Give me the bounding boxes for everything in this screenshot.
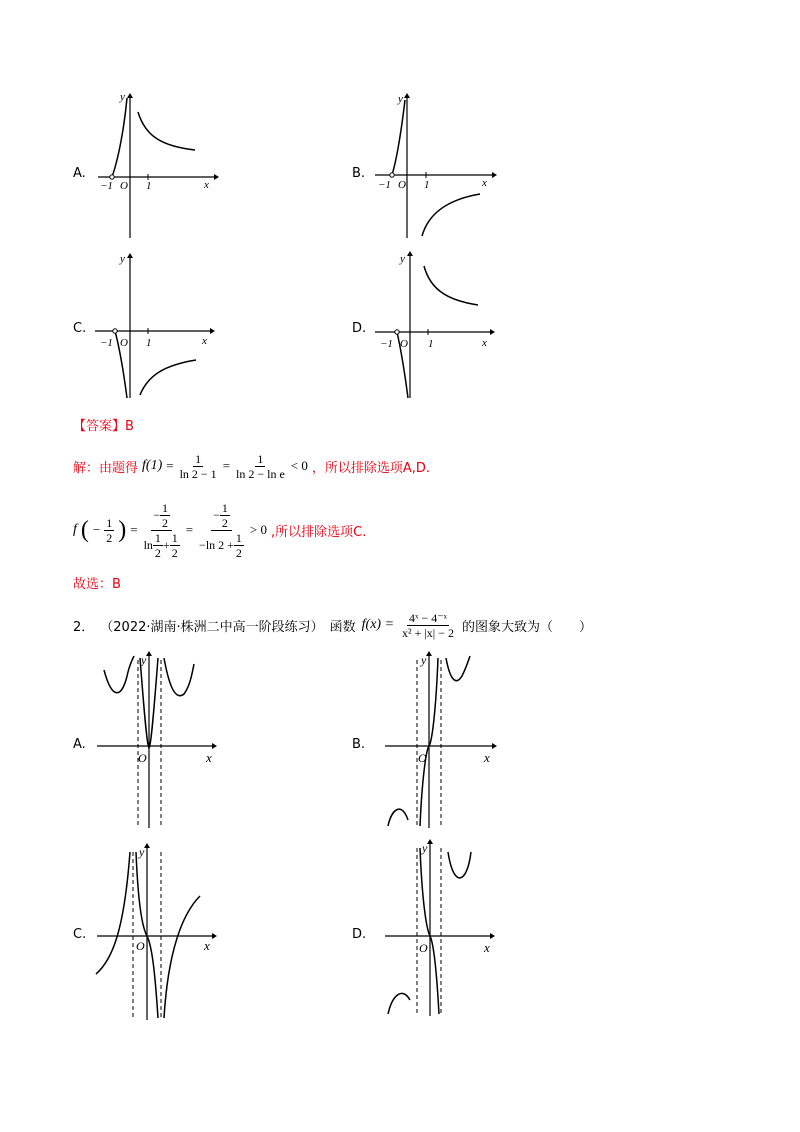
svg-text:O: O — [398, 179, 406, 191]
q2-option-b-label[interactable]: B. — [352, 737, 366, 752]
q1-graph-c — [90, 250, 220, 400]
svg-text:O: O — [419, 941, 428, 955]
q1-graph-a — [90, 90, 220, 240]
q1-option-a-label[interactable]: A. — [73, 166, 86, 181]
svg-text:x: x — [204, 179, 209, 191]
svg-text:x: x — [484, 940, 490, 955]
svg-text:x: x — [204, 938, 210, 953]
solution-line-1: 解：由题得 f(1) = $\frac{1}{\ln 2 - 1}$ = $\frac{1}{\text{ln 2 − ln e}}$ < 0 ，所以排除选项A,D. — [73, 451, 431, 481]
svg-text:O: O — [400, 338, 408, 350]
q2-option-c-label[interactable]: C. — [73, 927, 87, 942]
svg-text:1: 1 — [424, 179, 430, 191]
q2-graph-c — [92, 842, 222, 1022]
q2-option-d-label[interactable]: D. — [352, 927, 367, 942]
svg-text:1: 1 — [428, 338, 434, 350]
svg-text:−1: −1 — [378, 179, 391, 191]
answer-label: 【答案】B — [73, 419, 134, 434]
svg-text:y: y — [398, 93, 403, 105]
q1-option-d-label[interactable]: D. — [352, 321, 367, 336]
svg-text:y: y — [120, 253, 125, 265]
svg-text:y: y — [400, 253, 405, 265]
q2-option-a-label[interactable]: A. — [73, 737, 86, 752]
svg-text:1: 1 — [146, 337, 152, 349]
svg-text:x: x — [482, 177, 487, 189]
svg-text:O: O — [120, 337, 128, 349]
svg-text:y: y — [421, 653, 427, 667]
conclusion: 故选：B — [73, 577, 121, 592]
svg-text:O: O — [418, 751, 427, 765]
q1-option-c-label[interactable]: C. — [73, 321, 87, 336]
q1-a-y-label: y — [120, 91, 125, 103]
svg-text:y: y — [139, 845, 145, 859]
svg-text:−1: −1 — [100, 180, 113, 192]
svg-text:y: y — [141, 653, 147, 667]
q1-graph-b — [370, 90, 500, 240]
svg-text:−1: −1 — [100, 337, 113, 349]
svg-text:−1: −1 — [380, 338, 393, 350]
q2-graph-a — [92, 650, 222, 830]
svg-text:x: x — [202, 335, 207, 347]
svg-text:1: 1 — [146, 180, 152, 192]
question-2: 2． （2022·湖南·株洲二中高一阶段练习） 函数 f(x) = $\frac{\text{4ˣ − 4⁻ˣ}}{\text{x² + |x| − 2}}$ 的图象大致为（ ） — [73, 610, 592, 640]
svg-text:O: O — [120, 180, 128, 192]
svg-text:O: O — [136, 939, 145, 953]
q1-graph-d — [370, 250, 500, 400]
solution-line-2: f ( − $\frac{1}{2}$ ) = − $\frac{1}{2}$ ln $\frac{1}{2}$ + $\frac{1}{2}$ = − $\frac{1}{2}$ −ln 2 + $\frac{1}{2}$ > 0 ,所以排除选项C. — [73, 500, 367, 560]
q1-option-b-label[interactable]: B. — [352, 166, 366, 181]
q2-graph-d — [380, 838, 510, 1018]
q2-graph-b — [380, 650, 510, 830]
svg-text:x: x — [484, 750, 490, 765]
svg-text:y: y — [422, 841, 428, 855]
svg-text:x: x — [482, 337, 487, 349]
svg-text:O: O — [138, 751, 147, 765]
svg-text:x: x — [206, 750, 212, 765]
